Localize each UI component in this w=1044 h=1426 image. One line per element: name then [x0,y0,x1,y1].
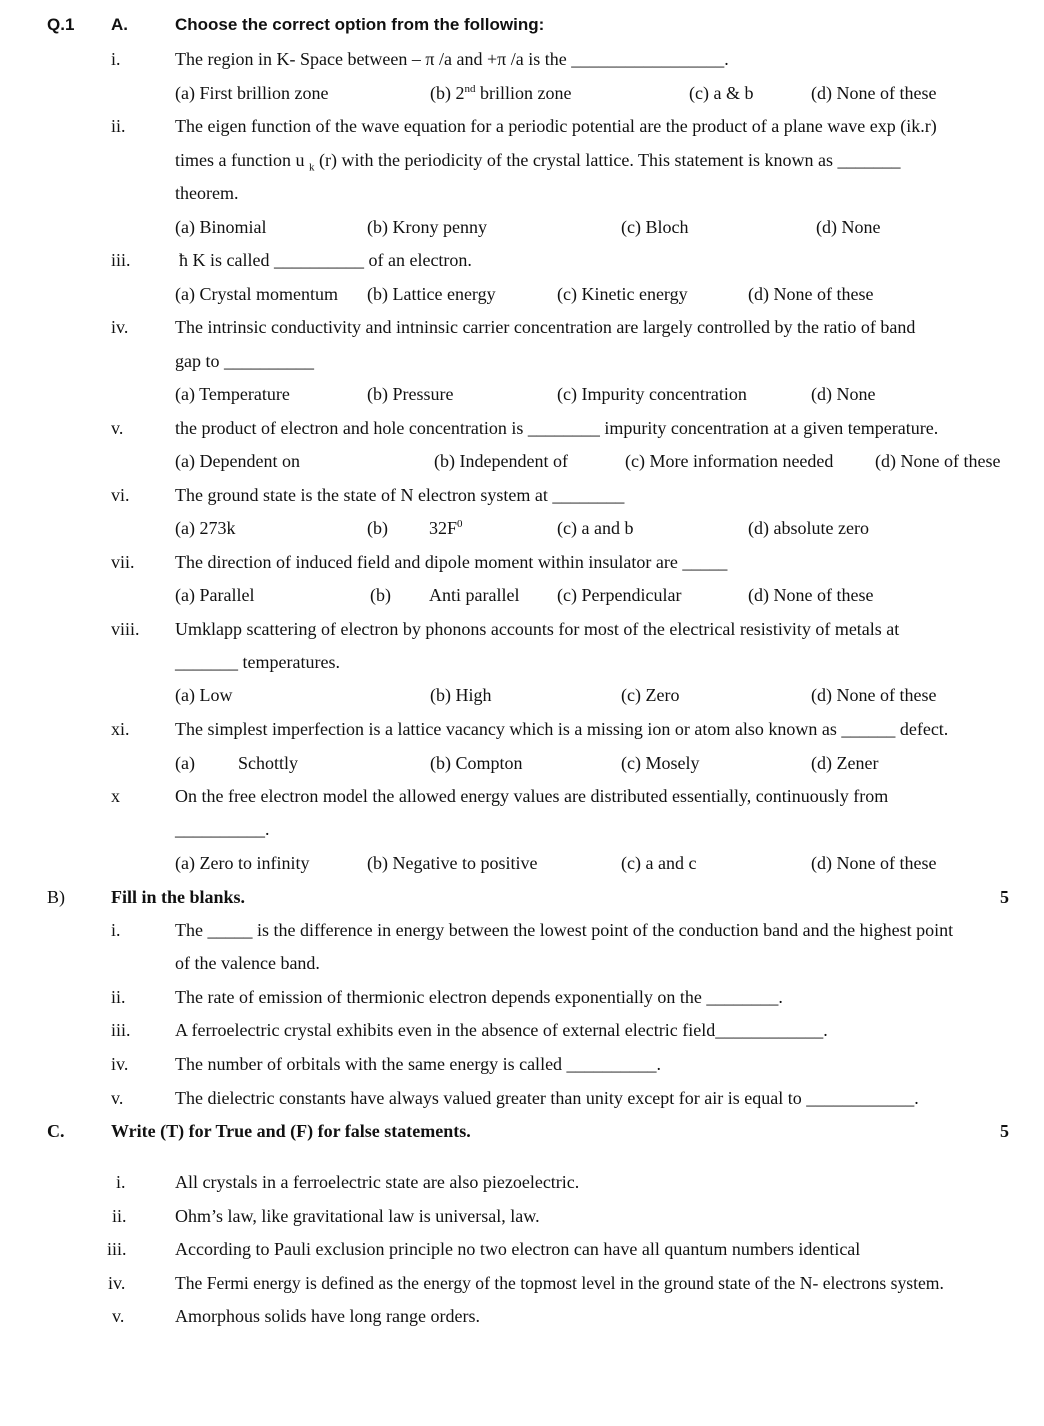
option-b: (b) Negative to positive [367,853,538,873]
option-a: (a) Binomial [175,217,267,237]
option-c: (c) a and c [621,853,697,873]
question-text: The direction of induced field and dipole moment within insulator are _____ [175,552,728,572]
blank-num: ii. [111,987,126,1007]
question-num: v. [111,418,124,438]
question-num: vii. [111,552,135,572]
statement-num: i. [116,1172,126,1192]
option-a: (a) Zero to infinity [175,853,310,873]
option-b-value: Anti parallel [429,585,520,605]
option-c: (c) Impurity concentration [557,384,747,404]
option-c: (c) Kinetic energy [557,284,688,304]
section-a-heading: Choose the correct option from the following: [175,15,545,34]
option-b: (b) Lattice energy [367,284,496,304]
option-c: (c) a & b [689,83,754,103]
option-d: (d) Zener [811,753,879,773]
blank-text: The dielectric constants have always valued greater than unity except for air is equal to ____________. [175,1088,919,1108]
option-b-value: $32F^0$ [429,518,463,538]
blank-num: i. [111,920,121,940]
option-c: (c) Bloch [621,217,689,237]
question-text: The eigen function of the wave equation for a periodic potential are the product of a plane wave exp (ik.r) [175,116,937,136]
blank-num: iv. [111,1054,129,1074]
section-b-heading: Fill in the blanks. [111,887,246,907]
option-b: (b) Compton [430,753,523,773]
option-d: (d) None of these [811,83,937,103]
blank-num: v. [111,1088,124,1108]
question-text: gap to __________ [175,351,314,371]
option-d: (d) None of these [748,284,874,304]
option-c: (c) Perpendicular [557,585,682,605]
option-b-label: (b) [367,518,388,538]
question-num: viii. [111,619,140,639]
option-a-label: (a) [175,753,195,773]
option-a: (a) Dependent on [175,451,300,471]
blank-text: The number of orbitals with the same energy is called __________. [175,1054,662,1074]
statement-num: iv. [108,1273,126,1293]
question-num: vi. [111,485,130,505]
blank-text: A ferroelectric crystal exhibits even in the absence of external electric field____________. [175,1020,828,1040]
option-b: (b) 2nd brillion zone [430,83,572,103]
option-a: (a) 273k [175,518,236,538]
section-a-letter: A. [111,15,128,34]
option-d: (d) None of these [875,451,1001,471]
question-text: theorem. [175,183,239,203]
question-text: The intrinsic conductivity and intninsic carrier concentration are largely controlled by the ratio of band [175,317,916,337]
question-text: __________. [175,819,270,839]
option-a-value: Schottly [238,753,299,773]
option-b-label: (b) [370,585,391,605]
question-text: On the free electron model the allowed energy values are distributed essentially, continuously from [175,786,889,806]
statement-text: All crystals in a ferroelectric state are also piezoelectric. [175,1172,580,1192]
question-text: Umklapp scattering of electron by phonons accounts for most of the electrical resistivity of metals at [175,619,900,639]
statement-num: ii. [112,1206,127,1226]
option-a: (a) Temperature [175,384,290,404]
blank-text: of the valence band. [175,953,320,973]
option-a: (a) Parallel [175,585,255,605]
section-c-marks: 5 [1000,1121,1009,1141]
question-num: i. [111,49,121,69]
option-c: (c) More information needed [625,451,834,471]
question-text: The simplest imperfection is a lattice vacancy which is a missing ion or atom also known as ______ defect. [175,719,949,739]
option-d: (d) None [816,217,881,237]
option-c: (c) a and b [557,518,634,538]
question-num: ii. [111,116,126,136]
question-text: The ground state is the state of N electron system at ________ [175,485,625,505]
section-b-letter: B) [47,887,65,907]
question-num: x [111,786,120,806]
option-a: (a) Crystal momentum [175,284,338,304]
option-d: (d) None of these [811,853,937,873]
option-d: (d) None [811,384,876,404]
section-c-heading: Write (T) for True and (F) for false statements. [111,1121,471,1141]
question-num: iv. [111,317,129,337]
question-text: _______ temperatures. [175,652,340,672]
question-text: ħ K is called __________ of an electron. [179,250,472,270]
option-c: (c) Zero [621,685,680,705]
option-d: (d) None of these [811,685,937,705]
option-b: (b) Krony penny [367,217,487,237]
question-num: xi. [111,719,130,739]
statement-num: v. [112,1306,125,1326]
option-b: (b) Independent of [434,451,568,471]
blank-num: iii. [111,1020,131,1040]
option-d: (d) absolute zero [748,518,869,538]
option-a: (a) Low [175,685,233,705]
option-c: (c) Mosely [621,753,700,773]
question-text: The region in K- Space between – π /a and +π /a is the _________________. [175,49,729,69]
question-number: Q.1 [47,15,75,34]
statement-text: Amorphous solids have long range orders. [175,1306,480,1326]
question-text: times a function u $_k$ (r) with the periodicity of the crystal lattice. This statement is known as _______ [175,150,901,174]
blank-text: The _____ is the difference in energy between the lowest point of the conduction band and the highest point [175,920,954,940]
question-num: iii. [111,250,131,270]
statement-text: According to Pauli exclusion principle no two electron can have all quantum numbers identical [175,1239,861,1259]
statement-text: The Fermi energy is defined as the energy of the topmost level in the ground state of the N- electrons system. [175,1273,944,1293]
statement-num: iii. [107,1239,127,1259]
section-b-marks: 5 [1000,887,1009,907]
section-c-letter: C. [47,1121,65,1141]
option-a: (a) First brillion zone [175,83,329,103]
option-b: (b) Pressure [367,384,454,404]
option-b: (b) High [430,685,492,705]
question-text: the product of electron and hole concentration is ________ impurity concentration at a given temperature. [175,418,939,438]
statement-text: Ohm’s law, like gravitational law is universal, law. [175,1206,540,1226]
option-d: (d) None of these [748,585,874,605]
blank-text: The rate of emission of thermionic electron depends exponentially on the ________. [175,987,783,1007]
